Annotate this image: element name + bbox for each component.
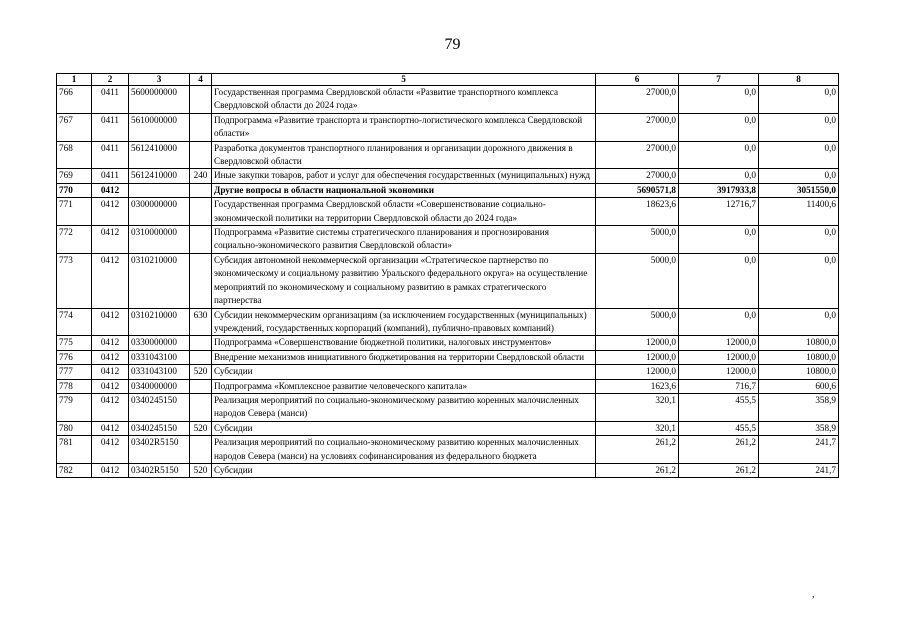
cell-expense-type xyxy=(190,141,212,169)
cell-amount-col6: 261,2 xyxy=(596,463,679,477)
cell-amount-col6: 5000,0 xyxy=(596,253,679,308)
cell-row-number: 780 xyxy=(57,421,92,435)
cell-row-number: 771 xyxy=(57,198,92,226)
cell-amount-col8: 358,9 xyxy=(759,393,839,421)
cell-item-name: Подпрограмма «Комплексное развитие человеческого капитала» xyxy=(212,379,596,393)
cell-row-number: 768 xyxy=(57,141,92,169)
cell-amount-col8: 10800,0 xyxy=(759,336,839,350)
header-col-3: 3 xyxy=(129,74,190,86)
cell-expense-type xyxy=(190,226,212,254)
cell-amount-col6: 12000,0 xyxy=(596,336,679,350)
cell-amount-col8: 0,0 xyxy=(759,226,839,254)
cell-amount-col7: 12716,7 xyxy=(679,198,759,226)
cell-row-number: 777 xyxy=(57,365,92,379)
cell-amount-col8: 0,0 xyxy=(759,308,839,336)
table-row xyxy=(57,365,839,379)
cell-amount-col6: 320,1 xyxy=(596,393,679,421)
cell-amount-col8: 10800,0 xyxy=(759,350,839,364)
cell-amount-col8: 241,7 xyxy=(759,436,839,464)
table-row xyxy=(57,226,839,254)
cell-item-name: Другие вопросы в области национальной экономики xyxy=(212,183,596,197)
cell-target-code: 0331043100 xyxy=(129,365,190,379)
cell-row-number: 770 xyxy=(57,183,92,197)
cell-target-code: 03402R5150 xyxy=(129,436,190,464)
cell-amount-col8: 11400,6 xyxy=(759,198,839,226)
table-row xyxy=(57,113,839,141)
cell-section-code: 0412 xyxy=(92,336,129,350)
cell-expense-type xyxy=(190,183,212,197)
cell-row-number: 776 xyxy=(57,350,92,364)
cell-expense-type xyxy=(190,393,212,421)
budget-table xyxy=(56,73,839,478)
cell-section-code: 0411 xyxy=(92,141,129,169)
table-body xyxy=(57,86,839,478)
cell-item-name: Подпрограмма «Развитие транспорта и транспортно-логистического комплекса Свердловской области» xyxy=(212,113,596,141)
cell-row-number: 773 xyxy=(57,253,92,308)
header-col-2: 2 xyxy=(92,74,129,86)
cell-section-code: 0412 xyxy=(92,226,129,254)
cell-expense-type: 520 xyxy=(190,421,212,435)
cell-section-code: 0412 xyxy=(92,198,129,226)
cell-item-name: Субсидии xyxy=(212,421,596,435)
cell-item-name: Государственная программа Свердловской области «Совершенствование социально-экономической политики на территории Свердловской области до 2024 года» xyxy=(212,198,596,226)
cell-amount-col7: 261,2 xyxy=(679,463,759,477)
cell-row-number: 767 xyxy=(57,113,92,141)
table-row xyxy=(57,183,839,197)
cell-row-number: 778 xyxy=(57,379,92,393)
cell-target-code: 5612410000 xyxy=(129,169,190,183)
cell-amount-col6: 12000,0 xyxy=(596,350,679,364)
cell-item-name: Реализация мероприятий по социально-экономическому развитию коренных малочисленных народов Севера (манси) на условиях софинансирования из федерального бюджета xyxy=(212,436,596,464)
cell-amount-col6: 27000,0 xyxy=(596,86,679,114)
cell-expense-type xyxy=(190,113,212,141)
table-row xyxy=(57,141,839,169)
cell-item-name: Иные закупки товаров, работ и услуг для обеспечения государственных (муниципальных) нужд xyxy=(212,169,596,183)
cell-amount-col7: 455,5 xyxy=(679,421,759,435)
table-row xyxy=(57,86,839,114)
header-col-4: 4 xyxy=(190,74,212,86)
cell-target-code xyxy=(129,183,190,197)
cell-amount-col6: 27000,0 xyxy=(596,169,679,183)
cell-target-code: 0340245150 xyxy=(129,393,190,421)
cell-item-name: Субсидии некоммерческим организациям (за исключением государственных (муниципальных) учреждений, государственных корпораций (компаний), публично-правовых компаний) xyxy=(212,308,596,336)
table-row xyxy=(57,308,839,336)
cell-amount-col7: 0,0 xyxy=(679,226,759,254)
table-row xyxy=(57,421,839,435)
cell-expense-type xyxy=(190,350,212,364)
cell-amount-col8: 10800,0 xyxy=(759,365,839,379)
cell-section-code: 0412 xyxy=(92,308,129,336)
cell-amount-col7: 12000,0 xyxy=(679,336,759,350)
cell-target-code: 0310210000 xyxy=(129,308,190,336)
cell-row-number: 779 xyxy=(57,393,92,421)
cell-target-code: 0300000000 xyxy=(129,198,190,226)
cell-expense-type xyxy=(190,379,212,393)
cell-amount-col7: 12000,0 xyxy=(679,350,759,364)
cell-expense-type: 520 xyxy=(190,365,212,379)
table-header-row xyxy=(57,74,839,86)
cell-amount-col7: 0,0 xyxy=(679,253,759,308)
cell-expense-type xyxy=(190,336,212,350)
cell-item-name: Субсидии xyxy=(212,463,596,477)
cell-expense-type: 630 xyxy=(190,308,212,336)
cell-row-number: 774 xyxy=(57,308,92,336)
cell-amount-col6: 261,2 xyxy=(596,436,679,464)
cell-item-name: Подпрограмма «Развитие системы стратегического планирования и прогнозирования социально-экономического развития Свердловской области» xyxy=(212,226,596,254)
cell-amount-col8: 0,0 xyxy=(759,86,839,114)
cell-expense-type xyxy=(190,253,212,308)
cell-amount-col8: 0,0 xyxy=(759,113,839,141)
cell-amount-col8: 0,0 xyxy=(759,169,839,183)
cell-target-code: 5610000000 xyxy=(129,113,190,141)
cell-amount-col6: 27000,0 xyxy=(596,141,679,169)
cell-row-number: 781 xyxy=(57,436,92,464)
cell-expense-type xyxy=(190,436,212,464)
page-number: 79 xyxy=(444,36,461,53)
cell-expense-type: 520 xyxy=(190,463,212,477)
cell-section-code: 0412 xyxy=(92,463,129,477)
cell-target-code: 0330000000 xyxy=(129,336,190,350)
cell-row-number: 766 xyxy=(57,86,92,114)
cell-expense-type xyxy=(190,86,212,114)
cell-amount-col6: 1623,6 xyxy=(596,379,679,393)
table-row xyxy=(57,463,839,477)
cell-amount-col8: 358,9 xyxy=(759,421,839,435)
header-col-1: 1 xyxy=(57,74,92,86)
cell-item-name: Субсидии xyxy=(212,365,596,379)
cell-section-code: 0411 xyxy=(92,113,129,141)
cell-section-code: 0411 xyxy=(92,169,129,183)
cell-item-name: Государственная программа Свердловской области «Развитие транспортного комплекса Свердловской области до 2024 года» xyxy=(212,86,596,114)
cell-amount-col6: 27000,0 xyxy=(596,113,679,141)
cell-section-code: 0411 xyxy=(92,86,129,114)
cell-amount-col8: 3051550,0 xyxy=(759,183,839,197)
cell-expense-type xyxy=(190,198,212,226)
cell-target-code: 5612410000 xyxy=(129,141,190,169)
cell-amount-col8: 0,0 xyxy=(759,253,839,308)
cell-section-code: 0412 xyxy=(92,421,129,435)
cell-amount-col6: 5000,0 xyxy=(596,308,679,336)
cell-amount-col7: 261,2 xyxy=(679,436,759,464)
cell-amount-col7: 3917933,8 xyxy=(679,183,759,197)
cell-target-code: 0310000000 xyxy=(129,226,190,254)
table-row xyxy=(57,169,839,183)
table-row xyxy=(57,350,839,364)
cell-amount-col7: 455,5 xyxy=(679,393,759,421)
cell-item-name: Подпрограмма «Совершенствование бюджетной политики, налоговых инструментов» xyxy=(212,336,596,350)
table-row xyxy=(57,379,839,393)
cell-amount-col6: 5000,0 xyxy=(596,226,679,254)
cell-target-code: 0310210000 xyxy=(129,253,190,308)
cell-amount-col7: 0,0 xyxy=(679,113,759,141)
cell-amount-col8: 600,6 xyxy=(759,379,839,393)
cell-target-code: 0331043100 xyxy=(129,350,190,364)
table-row xyxy=(57,253,839,308)
cell-amount-col8: 241,7 xyxy=(759,463,839,477)
cell-target-code: 0340245150 xyxy=(129,421,190,435)
header-col-7: 7 xyxy=(679,74,759,86)
cell-section-code: 0412 xyxy=(92,365,129,379)
trailing-mark: , xyxy=(812,589,815,600)
cell-row-number: 775 xyxy=(57,336,92,350)
cell-target-code: 0340000000 xyxy=(129,379,190,393)
cell-amount-col7: 0,0 xyxy=(679,169,759,183)
cell-amount-col8: 0,0 xyxy=(759,141,839,169)
cell-amount-col7: 716,7 xyxy=(679,379,759,393)
cell-amount-col7: 0,0 xyxy=(679,308,759,336)
cell-amount-col6: 5690571,8 xyxy=(596,183,679,197)
cell-amount-col6: 18623,6 xyxy=(596,198,679,226)
cell-row-number: 782 xyxy=(57,463,92,477)
cell-amount-col7: 0,0 xyxy=(679,86,759,114)
cell-section-code: 0412 xyxy=(92,350,129,364)
cell-item-name: Внедрение механизмов инициативного бюджетирования на территории Свердловской области xyxy=(212,350,596,364)
cell-section-code: 0412 xyxy=(92,379,129,393)
cell-row-number: 772 xyxy=(57,226,92,254)
cell-item-name: Разработка документов транспортного планирования и организации дорожного движения в Свердловской области xyxy=(212,141,596,169)
header-col-5: 5 xyxy=(212,74,596,86)
cell-section-code: 0412 xyxy=(92,436,129,464)
header-col-6: 6 xyxy=(596,74,679,86)
header-col-8: 8 xyxy=(759,74,839,86)
table-row xyxy=(57,436,839,464)
cell-amount-col6: 320,1 xyxy=(596,421,679,435)
cell-item-name: Субсидия автономной некоммерческой организации «Стратегическое партнерство по экономическому и социальному развитию Уральского федерального округа» на осуществление мероприятий по экономическому и социальному развитию в рамках стратегического партнерства xyxy=(212,253,596,308)
cell-amount-col7: 12000,0 xyxy=(679,365,759,379)
cell-section-code: 0412 xyxy=(92,253,129,308)
cell-section-code: 0412 xyxy=(92,183,129,197)
cell-amount-col6: 12000,0 xyxy=(596,365,679,379)
cell-target-code: 5600000000 xyxy=(129,86,190,114)
cell-row-number: 769 xyxy=(57,169,92,183)
cell-amount-col7: 0,0 xyxy=(679,141,759,169)
cell-item-name: Реализация мероприятий по социально-экономическому развитию коренных малочисленных народов Севера (манси) xyxy=(212,393,596,421)
cell-section-code: 0412 xyxy=(92,393,129,421)
table-row xyxy=(57,393,839,421)
table-row xyxy=(57,198,839,226)
cell-expense-type: 240 xyxy=(190,169,212,183)
cell-target-code: 03402R5150 xyxy=(129,463,190,477)
table-row xyxy=(57,336,839,350)
